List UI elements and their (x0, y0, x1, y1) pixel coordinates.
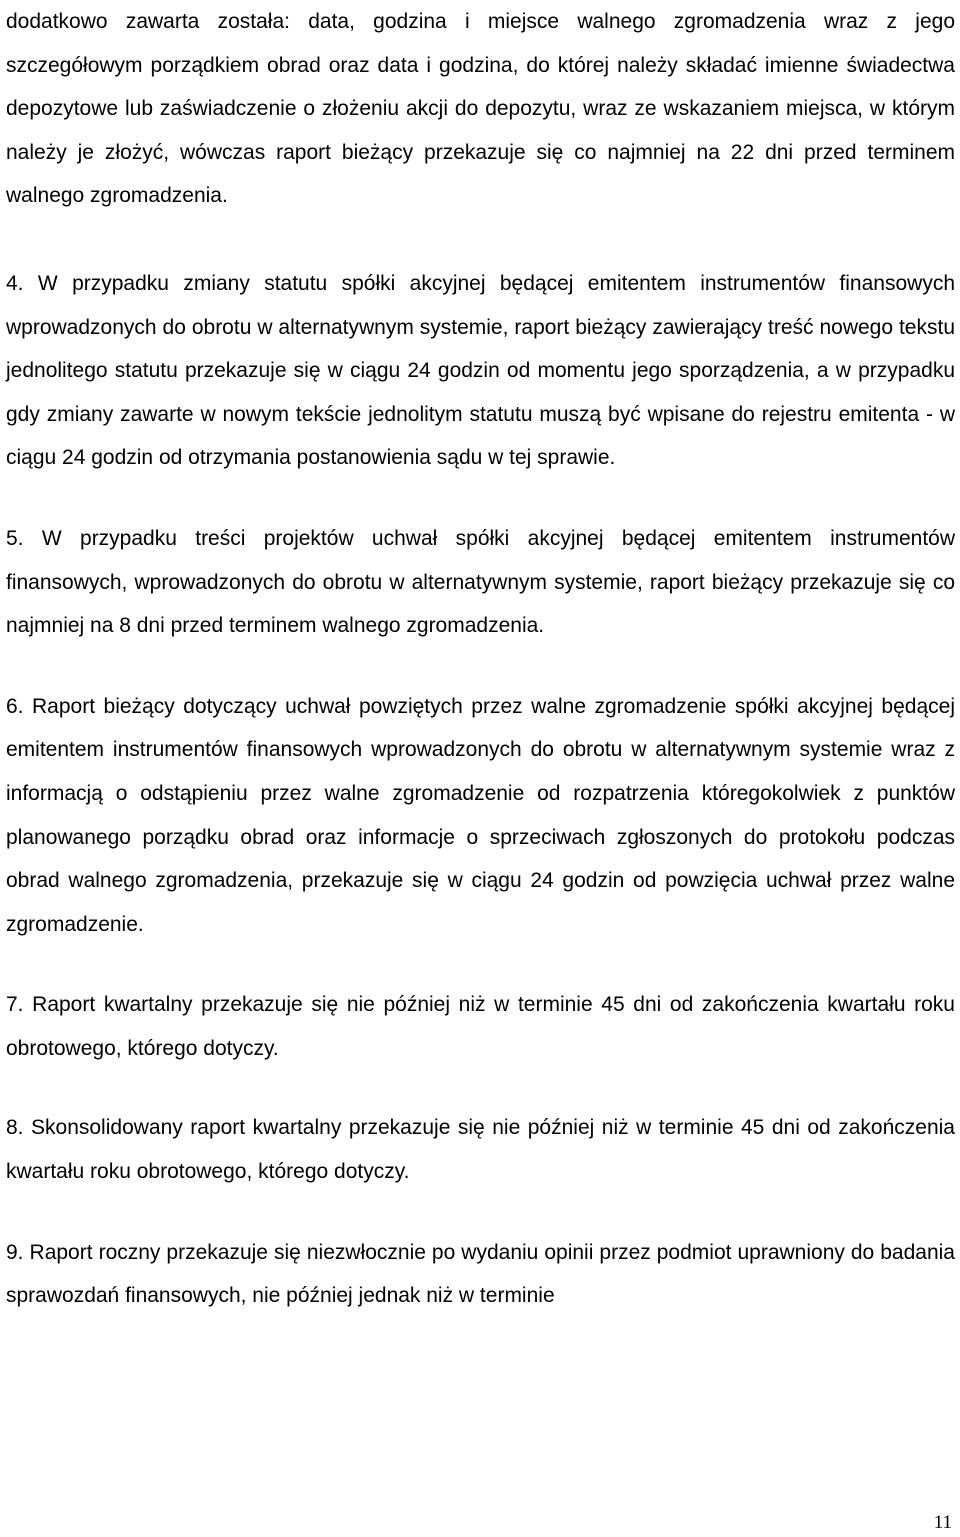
page-number: 11 (933, 1512, 952, 1533)
paragraph-number: 6. (6, 694, 24, 718)
paragraph-text: Raport bieżący dotyczący uchwał powziętych przez walne zgromadzenie spółki akcyjnej będącej emitentem instrumentów finansowych wprowadzonych do obrotu w alternatywnym systemie wraz z informacją o odstąpieniu przez walne zgromadzenie od rozpatrzenia któregokolwiek z punktów planowanego porządku obrad oraz informacje o sprzeciwach zgłoszonych do protokołu podczas obrad walnego zgromadzenia, przekazuje się w ciągu 24 godzin od powzięcia uchwał przez walne zgromadzenie. (6, 694, 955, 936)
paragraph-9 (6, 1231, 955, 1318)
paragraph-text: Raport roczny przekazuje się niezwłocznie po wydaniu opinii przez podmiot uprawniony do badania sprawozdań finansowych, nie później jednak niż w terminie (6, 1240, 955, 1308)
paragraph-number: 9. (6, 1240, 24, 1264)
paragraph-text: W przypadku zmiany statutu spółki akcyjnej będącej emitentem instrumentów finansowych wprowadzonych do obrotu w alternatywnym systemie, raport bieżący zawierający treść nowego tekstu jednolitego statutu przekazuje się w ciągu 24 godzin od momentu jego sporządzenia, a w przypadku gdy zmiany zawarte w nowym tekście jednolitym statutu muszą być wpisane do rejestru emitenta - w ciągu 24 godzin od otrzymania postanowienia sądu w tej sprawie. (6, 271, 955, 470)
paragraph-7 (6, 983, 955, 1070)
paragraph-text: W przypadku treści projektów uchwał spółki akcyjnej będącej emitentem instrumentów finansowych, wprowadzonych do obrotu w alternatywnym systemie, raport bieżący przekazuje się co najmniej na 8 dni przed terminem walnego zgromadzenia. (6, 526, 955, 638)
paragraph-number: 5. (6, 526, 24, 550)
paragraph-8 (6, 1106, 955, 1193)
paragraph-number: 4. (6, 271, 24, 295)
paragraph-6 (6, 685, 955, 947)
paragraph-text: dodatkowo zawarta została: data, godzina i miejsce walnego zgromadzenia wraz z jego szczegółowym porządkiem obrad oraz data i godzina, do której należy składać imienne świadectwa depozytowe lub zaświadczenie o złożeniu akcji do depozytu, wraz ze wskazaniem miejsca, w którym należy je złożyć, wówczas raport bieżący przekazuje się co najmniej na 22 dni przed terminem walnego zgromadzenia. (6, 10, 955, 208)
paragraph-4 (6, 262, 955, 480)
paragraph-continuation (6, 0, 955, 218)
paragraph-number: 7. (6, 993, 24, 1017)
paragraph-number: 8. (6, 1116, 24, 1140)
paragraph-5 (6, 517, 955, 648)
document-page (6, 0, 955, 1318)
paragraph-text: Raport kwartalny przekazuje się nie później niż w terminie 45 dni od zakończenia kwartału roku obrotowego, którego dotyczy. (6, 993, 955, 1060)
paragraph-text: Skonsolidowany raport kwartalny przekazuje się nie później niż w terminie 45 dni od zakończenia kwartału roku obrotowego, którego dotyczy. (6, 1116, 955, 1184)
